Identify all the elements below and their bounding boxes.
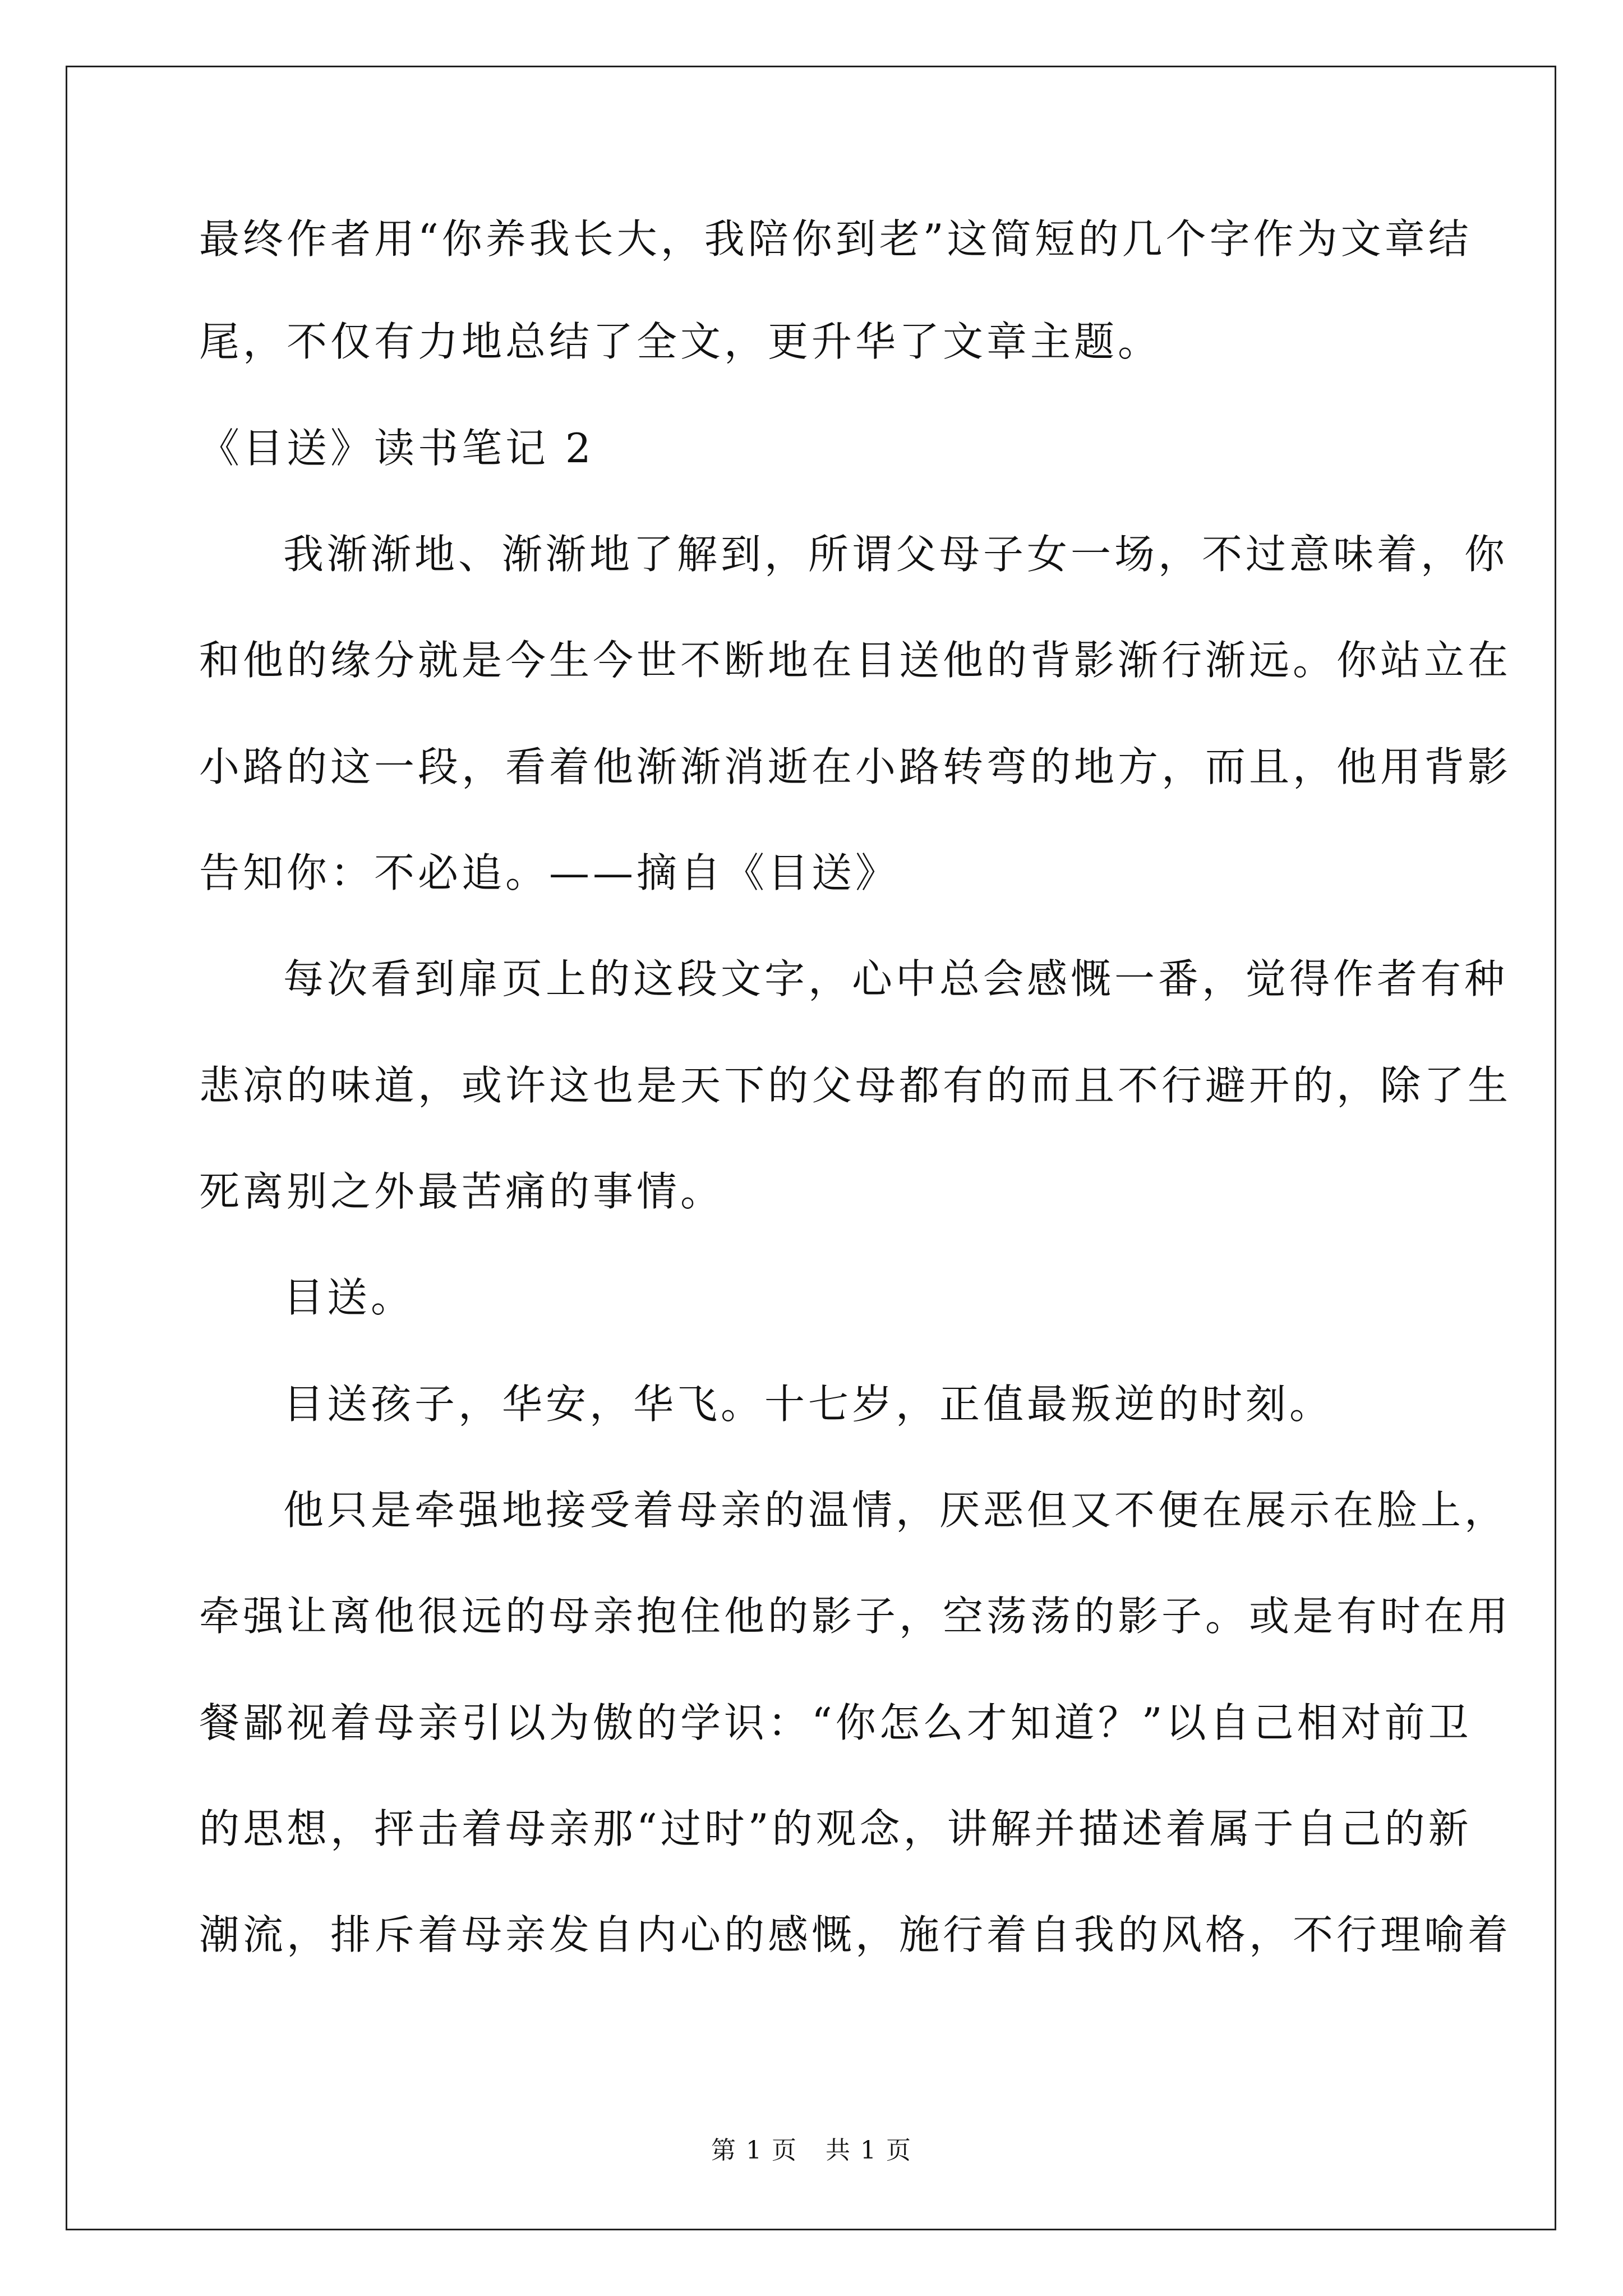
paragraph-line: 死离别之外最苦痛的事情。 bbox=[199, 1168, 725, 1215]
paragraph-line: 告知你：不必追。——摘自《目送》 bbox=[199, 849, 900, 896]
paragraph-line: 小路的这一段，看着他渐渐消逝在小路转弯的地方，而且，他用背影 bbox=[199, 743, 1512, 790]
paragraph-line: 我渐渐地、渐渐地了解到，所谓父母子女一场，不过意味着，你 bbox=[283, 531, 1509, 578]
paragraph-line: 最终作者用“你养我长大，我陪你到老”这简短的几个字作为文章结 bbox=[199, 215, 1472, 263]
page-border bbox=[66, 66, 1556, 2230]
paragraph-line: 目送。 bbox=[283, 1274, 415, 1321]
paragraph-line: 牵强让离他很远的母亲抱住他的影子，空荡荡的影子。或是有时在用 bbox=[199, 1593, 1512, 1640]
section-heading: 《目送》读书笔记 2 bbox=[199, 425, 594, 472]
paragraph-line: 目送孩子，华安，华飞。十七岁，正值最叛逆的时刻。 bbox=[283, 1381, 1334, 1428]
paragraph-line: 悲凉的味道，或许这也是天下的父母都有的而且不行避开的，除了生 bbox=[199, 1062, 1512, 1109]
paragraph-line: 尾，不仅有力地总结了全文，更升华了文章主题。 bbox=[199, 318, 1162, 365]
paragraph-line: 潮流，排斥着母亲发自内心的感慨，施行着自我的风格，不行理喻着 bbox=[199, 1911, 1512, 1958]
page-footer bbox=[0, 2135, 1623, 2166]
paragraph-line: 餐鄙视着母亲引以为傲的学识：“你怎么才知道？”以自己相对前卫 bbox=[199, 1699, 1472, 1746]
paragraph-line: 和他的缘分就是今生今世不断地在目送他的背影渐行渐远。你站立在 bbox=[199, 637, 1512, 684]
paragraph-line: 他只是牵强地接受着母亲的温情，厌恶但又不便在展示在脸上， bbox=[283, 1487, 1509, 1534]
paragraph-line: 的思想，抨击着母亲那“过时”的观念，讲解并描述着属于自己的新 bbox=[199, 1805, 1472, 1852]
page-total: 共 1 页 bbox=[826, 2136, 912, 2165]
paragraph-line: 每次看到扉页上的这段文字，心中总会感慨一番，觉得作者有种 bbox=[283, 955, 1509, 1002]
page-number: 第 1 页 bbox=[711, 2136, 797, 2165]
